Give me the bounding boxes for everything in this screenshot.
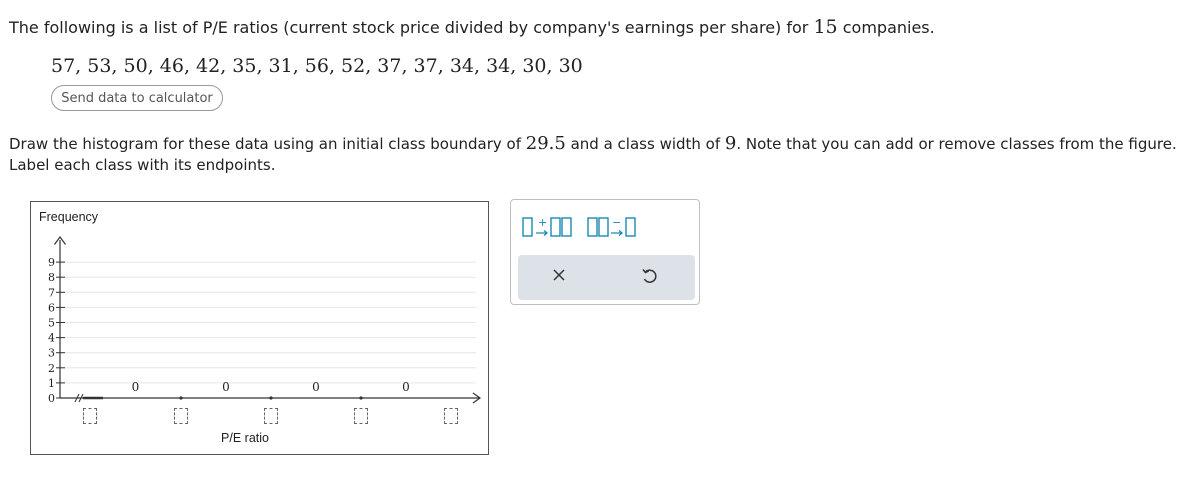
class-width-value: 9 [724, 133, 737, 154]
instructions-part-1: Draw the histogram for these data using an initial class boundary of [9, 135, 526, 153]
class-boundary-marker [359, 396, 362, 399]
y-axis-ticks [48, 256, 65, 405]
y-tick-label: 6 [48, 301, 55, 315]
send-data-to-calculator-button[interactable]: Send data to calculator [51, 85, 223, 111]
company-count: 15 [813, 16, 838, 38]
class-endpoint-label-input[interactable] [354, 408, 368, 424]
undo-icon[interactable] [640, 267, 658, 289]
data-values: 57, 53, 50, 46, 42, 35, 31, 56, 52, 37, 37, 34, 34, 30, 30 [51, 55, 583, 77]
y-tick-label: 0 [48, 392, 55, 405]
instructions-part-2: and a class width of [565, 135, 725, 153]
y-tick-label: 9 [48, 256, 55, 270]
svg-text:−: − [612, 216, 622, 229]
add-class-icon[interactable] [521, 216, 575, 244]
class-endpoint-label-input[interactable] [174, 408, 188, 424]
histogram-canvas[interactable] [31, 202, 488, 454]
class-endpoint-label-input[interactable] [264, 408, 278, 424]
y-tick-label: 5 [48, 316, 55, 330]
class-endpoint-label-input[interactable] [83, 408, 97, 424]
class-boundary-marker [269, 396, 272, 399]
y-tick-label: 1 [48, 376, 55, 390]
question-intro [9, 16, 935, 38]
intro-text-before: The following is a list of P/E ratios (current stock price divided by company's earnings per share) for [9, 18, 814, 37]
graph-tool-panel [510, 199, 700, 305]
histogram-graph[interactable] [30, 201, 489, 455]
bar-value-label: 0 [131, 380, 140, 394]
bar-value-label: 0 [312, 380, 320, 394]
bar-value-label: 0 [402, 380, 410, 394]
bar-value-label: 0 [222, 380, 230, 394]
initial-boundary-value: 29.5 [525, 133, 566, 154]
x-icon[interactable] [551, 267, 567, 287]
y-tick-label: 7 [48, 286, 55, 300]
y-tick-label: 4 [48, 331, 55, 345]
intro-text-after: companies. [837, 18, 935, 37]
grid-lines [60, 262, 476, 383]
y-tick-label: 2 [48, 361, 55, 375]
y-axis-title: Frequency [39, 210, 99, 224]
class-endpoint-label-input[interactable] [444, 408, 458, 424]
instructions-part-3: . Note that you can add or remove classes from the figure. Label each class with its endpoints. [9, 135, 1177, 174]
remove-class-icon[interactable] [586, 216, 640, 244]
x-axis-title: P/E ratio [221, 431, 269, 445]
y-tick-label: 3 [48, 346, 55, 360]
y-tick-label: 8 [48, 271, 55, 285]
class-boundary-marker [179, 396, 182, 399]
svg-text:+: + [538, 216, 548, 229]
instructions [9, 133, 1194, 176]
tool-actions-bar [518, 255, 695, 300]
